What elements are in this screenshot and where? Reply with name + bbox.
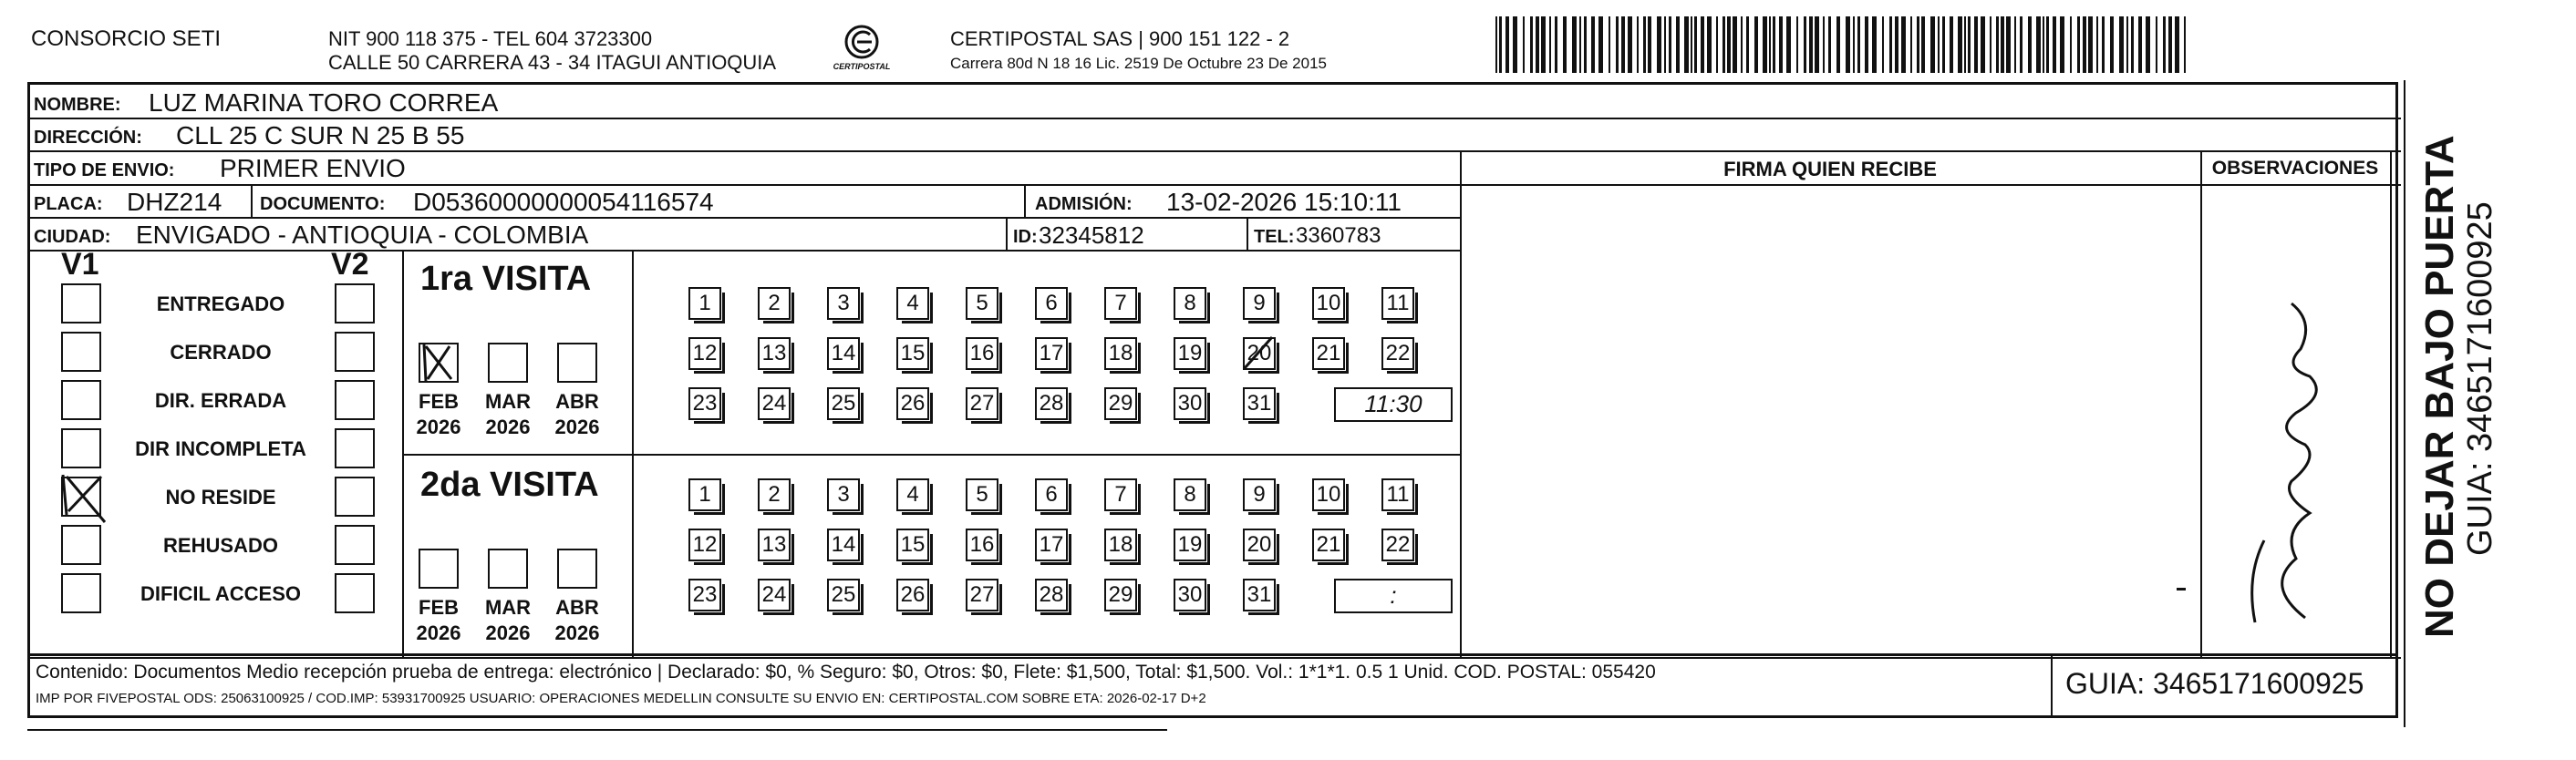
- barcode-bar: [1701, 16, 1704, 73]
- day-checkbox[interactable]: 23: [688, 579, 721, 611]
- barcode-bar: [1828, 16, 1831, 73]
- barcode-bar: [2014, 16, 2016, 73]
- barcode-bar: [1648, 16, 1651, 73]
- barcode-bar: [2028, 16, 2032, 73]
- day-checkbox[interactable]: 19: [1174, 337, 1206, 370]
- barcode-bar: [1676, 16, 1680, 73]
- barcode-bar: [1865, 16, 1868, 73]
- status-label: REHUSADO: [163, 534, 278, 557]
- barcode-bar: [2184, 16, 2186, 73]
- barcode-bar: [1964, 16, 1966, 73]
- barcode-bar: [1763, 16, 1767, 73]
- barcode-bar: [1584, 16, 1587, 73]
- cut-line: [27, 729, 1167, 731]
- barcode-bar: [2070, 16, 2072, 73]
- v1-checkbox[interactable]: [61, 332, 101, 372]
- day-checkbox[interactable]: 11: [1381, 287, 1414, 320]
- barcode-bar: [2138, 16, 2142, 73]
- barcode-bar: [1684, 16, 1689, 73]
- barcode-bar: [1917, 16, 1919, 73]
- barcode-bar: [1823, 16, 1825, 73]
- day-checkbox[interactable]: 5: [966, 478, 998, 511]
- day-checkbox[interactable]: 20: [1243, 337, 1276, 370]
- documento-value: D05360000000054116574: [413, 188, 714, 216]
- day-checkbox[interactable]: 3: [827, 478, 860, 511]
- month-checkbox[interactable]: [419, 343, 459, 383]
- day-checkbox[interactable]: 31: [1243, 579, 1276, 611]
- day-checkbox[interactable]: 19: [1174, 529, 1206, 561]
- month-name: MAR: [484, 596, 532, 619]
- day-checkbox[interactable]: 20: [1243, 529, 1276, 561]
- barcode-bar: [1733, 16, 1737, 73]
- day-checkbox[interactable]: 11: [1381, 478, 1414, 511]
- firma-header: FIRMA QUIEN RECIBE: [1723, 158, 1937, 180]
- status-label: DIR. ERRADA: [154, 389, 287, 412]
- barcode-bar: [1609, 16, 1610, 73]
- v2-checkbox[interactable]: [335, 477, 375, 517]
- day-checkbox[interactable]: 24: [758, 579, 791, 611]
- month-checkbox[interactable]: [488, 549, 528, 589]
- day-checkbox[interactable]: 26: [896, 387, 929, 420]
- barcode-bar: [1846, 16, 1850, 73]
- barcode-bar: [2060, 16, 2064, 73]
- company-name: CONSORCIO SETI: [31, 26, 222, 51]
- v1-checkbox[interactable]: [61, 525, 101, 565]
- barcode-bar: [1836, 16, 1840, 73]
- day-checkbox[interactable]: 29: [1104, 579, 1137, 611]
- v1-checkbox[interactable]: [61, 573, 101, 613]
- month-year: 2026: [485, 416, 531, 438]
- day-checkbox[interactable]: 3: [827, 287, 860, 320]
- v1-checkbox[interactable]: [61, 283, 101, 324]
- barcode-bar: [1505, 16, 1509, 73]
- barcode-bar: [1664, 16, 1666, 73]
- barcode-bar: [1572, 16, 1577, 73]
- barcode-bar: [2163, 16, 2166, 73]
- barcode-bar: [1901, 16, 1906, 73]
- barcode-bar: [1815, 16, 1819, 73]
- v1-header: V1: [61, 247, 99, 282]
- barcode-bar: [1950, 16, 1953, 73]
- barcode-bar: [2053, 16, 2056, 73]
- visit1-title: 1ra VISITA: [420, 260, 592, 298]
- observaciones-signature: [2228, 285, 2355, 641]
- barcode-bar: [2131, 16, 2134, 73]
- barcode-bar: [1872, 16, 1877, 73]
- day-checkbox[interactable]: 15: [896, 529, 929, 561]
- barcode-bar: [1910, 16, 1912, 73]
- barcode-bar: [1857, 16, 1860, 73]
- day-checkbox[interactable]: 7: [1104, 287, 1137, 320]
- day-checkbox[interactable]: 4: [896, 287, 929, 320]
- month-year: 2026: [416, 621, 461, 644]
- barcode-bar: [1530, 16, 1533, 73]
- placa-label: PLACA:: [34, 194, 103, 214]
- day-checkbox[interactable]: 2: [758, 478, 791, 511]
- day-checkbox[interactable]: 13: [758, 337, 791, 370]
- barcode-bar: [2168, 16, 2172, 73]
- day-checkbox[interactable]: 26: [896, 579, 929, 611]
- barcode-bar: [2102, 16, 2105, 73]
- day-checkbox[interactable]: 10: [1312, 478, 1345, 511]
- barcode-bar: [1669, 16, 1671, 73]
- footer-guia: GUIA: 3465171600925: [2065, 667, 2364, 700]
- barcode-bar: [2043, 16, 2044, 73]
- day-checkbox[interactable]: 23: [688, 387, 721, 420]
- tipo-envio-label: TIPO DE ENVIO:: [34, 160, 175, 180]
- barcode-bar: [1746, 16, 1749, 73]
- barcode-bar: [1968, 16, 1971, 73]
- month-name: FEB: [419, 596, 459, 619]
- side-divider: [2404, 80, 2405, 727]
- day-checkbox[interactable]: 17: [1035, 529, 1068, 561]
- day-checkbox[interactable]: 10: [1312, 287, 1345, 320]
- barcode-bar: [1555, 16, 1557, 73]
- barcode-bar: [1990, 16, 1991, 73]
- barcode-bar: [2036, 16, 2041, 73]
- day-checkbox[interactable]: 1: [688, 287, 721, 320]
- month-year: 2026: [416, 416, 461, 438]
- day-checkbox[interactable]: 12: [688, 529, 721, 561]
- v1-checkbox[interactable]: [61, 380, 101, 420]
- barcode-bar: [1769, 16, 1771, 73]
- observaciones-header: OBSERVACIONES: [2211, 158, 2379, 179]
- license-line: Carrera 80d N 18 16 Lic. 2519 De Octubre 23 De 2015: [950, 55, 1327, 72]
- day-checkbox[interactable]: 27: [966, 387, 998, 420]
- v2-checkbox[interactable]: [335, 525, 375, 565]
- tipo-envio-value: PRIMER ENVIO: [220, 154, 406, 182]
- status-label: ENTREGADO: [156, 293, 285, 315]
- barcode-bar: [1804, 16, 1806, 73]
- barcode-bar: [2096, 16, 2098, 73]
- barcode-bar: [1591, 16, 1595, 73]
- barcode-bar: [1499, 16, 1502, 73]
- carrier-line: CERTIPOSTAL SAS | 900 151 122 - 2: [950, 27, 1290, 50]
- barcode-bar: [1694, 16, 1697, 73]
- day-checkbox[interactable]: 16: [966, 529, 998, 561]
- v1-checkbox[interactable]: [61, 428, 101, 468]
- barcode-bar: [2126, 16, 2128, 73]
- barcode-bar: [1707, 16, 1712, 73]
- month-checkbox[interactable]: [488, 343, 528, 383]
- barcode-bar: [1809, 16, 1813, 73]
- day-checkbox[interactable]: 1: [688, 478, 721, 511]
- id-label: ID:: [1013, 227, 1038, 247]
- day-checkbox[interactable]: 30: [1174, 387, 1206, 420]
- status-label: DIFICIL ACCESO: [140, 582, 301, 605]
- address-line: CALLE 50 CARRERA 43 - 34 ITAGUI ANTIOQUIA: [328, 51, 777, 74]
- barcode-bar: [1541, 16, 1546, 73]
- day-checkbox[interactable]: 8: [1174, 478, 1206, 511]
- barcode-bar: [1616, 16, 1619, 73]
- footer-contenido: Contenido: Documentos Medio recepción prueba de entrega: electrónico | Declarado: $0, % Seguro: $0, Otros: $0, Flete: $1,500, Total: $1,500. Vol.: 1*1*1. 0.5 1 Unid. COD. POSTAL: 055420: [36, 662, 1656, 683]
- day-checkbox[interactable]: 21: [1312, 337, 1345, 370]
- visit-time-field[interactable]: :: [1334, 579, 1453, 613]
- barcode-bar: [2046, 16, 2049, 73]
- day-checkbox[interactable]: 24: [758, 387, 791, 420]
- day-checkbox[interactable]: 2: [758, 287, 791, 320]
- month-checkbox[interactable]: [419, 549, 459, 589]
- barcode-bar: [1882, 16, 1884, 73]
- barcode-bar: [1579, 16, 1581, 73]
- barcode-bar: [1621, 16, 1625, 73]
- month-year: 2026: [554, 621, 600, 644]
- barcode-bar: [1716, 16, 1718, 73]
- placa-value: DHZ214: [127, 188, 222, 216]
- nombre-label: NOMBRE:: [34, 95, 121, 115]
- day-checkbox[interactable]: 16: [966, 337, 998, 370]
- barcode-bar: [1773, 16, 1775, 73]
- documento-label: DOCUMENTO:: [260, 194, 386, 214]
- day-checkbox[interactable]: 22: [1381, 529, 1414, 561]
- nit-line: NIT 900 118 375 - TEL 604 3723300: [328, 27, 653, 50]
- day-checkbox[interactable]: 17: [1035, 337, 1068, 370]
- barcode-bar: [1643, 16, 1646, 73]
- day-checkbox[interactable]: 28: [1035, 387, 1068, 420]
- barcode-bar: [1523, 16, 1525, 73]
- day-checkbox[interactable]: 18: [1104, 337, 1137, 370]
- barcode-bar: [1974, 16, 1978, 73]
- barcode-bar: [1853, 16, 1855, 73]
- visit-time-field[interactable]: 11:30: [1334, 387, 1453, 422]
- day-checkbox[interactable]: 22: [1381, 337, 1414, 370]
- certipostal-logo: CERTIPOSTAL: [830, 20, 894, 75]
- direccion-label: DIRECCIÓN:: [34, 128, 142, 148]
- v2-checkbox[interactable]: [335, 380, 375, 420]
- barcode-bar: [1657, 16, 1661, 73]
- day-checkbox[interactable]: 13: [758, 529, 791, 561]
- barcode-bar: [1779, 16, 1783, 73]
- barcode-bar: [2083, 16, 2086, 73]
- barcode-bar: [1723, 16, 1725, 73]
- nombre-value: LUZ MARINA TORO CORREA: [149, 88, 499, 117]
- day-checkbox[interactable]: 14: [827, 337, 860, 370]
- barcode-bar: [2146, 16, 2150, 73]
- day-checkbox[interactable]: 29: [1104, 387, 1137, 420]
- admision-label: ADMISIÓN:: [1035, 194, 1133, 214]
- barcode-bar: [1536, 16, 1539, 73]
- barcode-bar: [1637, 16, 1639, 73]
- day-checkbox[interactable]: 25: [827, 579, 860, 611]
- barcode-bar: [1981, 16, 1985, 73]
- month-name: MAR: [484, 390, 532, 413]
- barcode-bar: [2175, 16, 2179, 73]
- day-checkbox[interactable]: 21: [1312, 529, 1345, 561]
- day-checkbox[interactable]: 8: [1174, 287, 1206, 320]
- barcode-bar: [2020, 16, 2023, 73]
- day-checkbox[interactable]: 30: [1174, 579, 1206, 611]
- barcode-bar: [2110, 16, 2114, 73]
- day-checkbox[interactable]: 12: [688, 337, 721, 370]
- day-checkbox[interactable]: 18: [1104, 529, 1137, 561]
- v2-checkbox[interactable]: [335, 573, 375, 613]
- barcode-bar: [2156, 16, 2157, 73]
- barcode-bar: [1895, 16, 1898, 73]
- month-name: ABR: [555, 596, 599, 619]
- barcode-bar: [1563, 16, 1567, 73]
- barcode-bar: [1628, 16, 1632, 73]
- day-checkbox[interactable]: 6: [1035, 478, 1068, 511]
- barcode-bar: [1930, 16, 1935, 73]
- barcode-bar: [1691, 16, 1692, 73]
- day-checkbox[interactable]: 25: [827, 387, 860, 420]
- day-checkbox[interactable]: 31: [1243, 387, 1276, 420]
- side-no-dejar: NO DEJAR BAJO PUERTA: [2417, 135, 2462, 638]
- barcode-bar: [1942, 16, 1945, 73]
- barcode-bar: [1938, 16, 1940, 73]
- barcode-bar: [1889, 16, 1892, 73]
- direccion-value: CLL 25 C SUR N 25 B 55: [176, 121, 465, 149]
- day-checkbox[interactable]: 28: [1035, 579, 1068, 611]
- barcode-bar: [1958, 16, 1962, 73]
- day-checkbox[interactable]: 6: [1035, 287, 1068, 320]
- barcode-bar: [1786, 16, 1791, 73]
- shipping-form: [27, 82, 2398, 656]
- v2-checkbox[interactable]: [335, 428, 375, 468]
- ciudad-value: ENVIGADO - ANTIOQUIA - COLOMBIA: [136, 221, 589, 249]
- barcode-bar: [2077, 16, 2080, 73]
- status-label: NO RESIDE: [165, 486, 276, 508]
- day-checkbox[interactable]: 5: [966, 287, 998, 320]
- barcode-bar: [1754, 16, 1758, 73]
- v1-checkbox[interactable]: [61, 477, 101, 517]
- barcode-bar: [1796, 16, 1798, 73]
- month-name: ABR: [555, 390, 599, 413]
- day-checkbox[interactable]: 27: [966, 579, 998, 611]
- admision-value: 13-02-2026 15:10:11: [1166, 188, 1402, 216]
- day-checkbox[interactable]: 15: [896, 337, 929, 370]
- barcode-bar: [1996, 16, 1999, 73]
- barcode-bar: [2001, 16, 2004, 73]
- month-year: 2026: [554, 416, 600, 438]
- day-checkbox[interactable]: 14: [827, 529, 860, 561]
- day-checkbox[interactable]: 7: [1104, 478, 1137, 511]
- day-checkbox[interactable]: 9: [1243, 287, 1276, 320]
- barcode-bar: [1513, 16, 1517, 73]
- visit2-title: 2da VISITA: [420, 466, 599, 504]
- barcode-bar: [2119, 16, 2124, 73]
- tel-value: 3360783: [1296, 223, 1381, 248]
- month-year: 2026: [485, 621, 531, 644]
- month-name: FEB: [419, 390, 459, 413]
- barcode-bar: [1549, 16, 1551, 73]
- ciudad-label: CIUDAD:: [34, 227, 111, 247]
- barcode-bar: [2006, 16, 2011, 73]
- month-checkbox[interactable]: [557, 343, 597, 383]
- v2-header: V2: [331, 247, 369, 282]
- barcode-bar: [1921, 16, 1925, 73]
- v2-checkbox[interactable]: [335, 283, 375, 324]
- barcode-bar: [1598, 16, 1603, 73]
- barcode-bar: [1741, 16, 1743, 73]
- month-checkbox[interactable]: [557, 549, 597, 589]
- barcode-bar: [2088, 16, 2093, 73]
- v2-checkbox[interactable]: [335, 332, 375, 372]
- footer-row: [27, 654, 2398, 718]
- id-value: 32345812: [1039, 221, 1144, 249]
- status-label: CERRADO: [170, 341, 272, 364]
- status-label: DIR INCOMPLETA: [135, 437, 306, 460]
- footer-imp: IMP POR FIVEPOSTAL ODS: 25063100925 / COD.IMP: 53931700925 USUARIO: OPERACIONES MEDELLIN CONSULTE SU ENVIO EN: CERTIPOSTAL.COM SOBRE ETA: 2026-02-17 D+2: [36, 691, 1206, 706]
- firma-mark: [2177, 588, 2186, 591]
- barcode: [1495, 16, 2188, 73]
- side-guia: GUIA: 3465171600925: [2461, 201, 2499, 556]
- barcode-bar: [1727, 16, 1731, 73]
- barcode-bar: [1495, 16, 1497, 73]
- tel-label: TEL:: [1254, 227, 1295, 247]
- day-checkbox[interactable]: 9: [1243, 478, 1276, 511]
- day-checkbox[interactable]: 4: [896, 478, 929, 511]
